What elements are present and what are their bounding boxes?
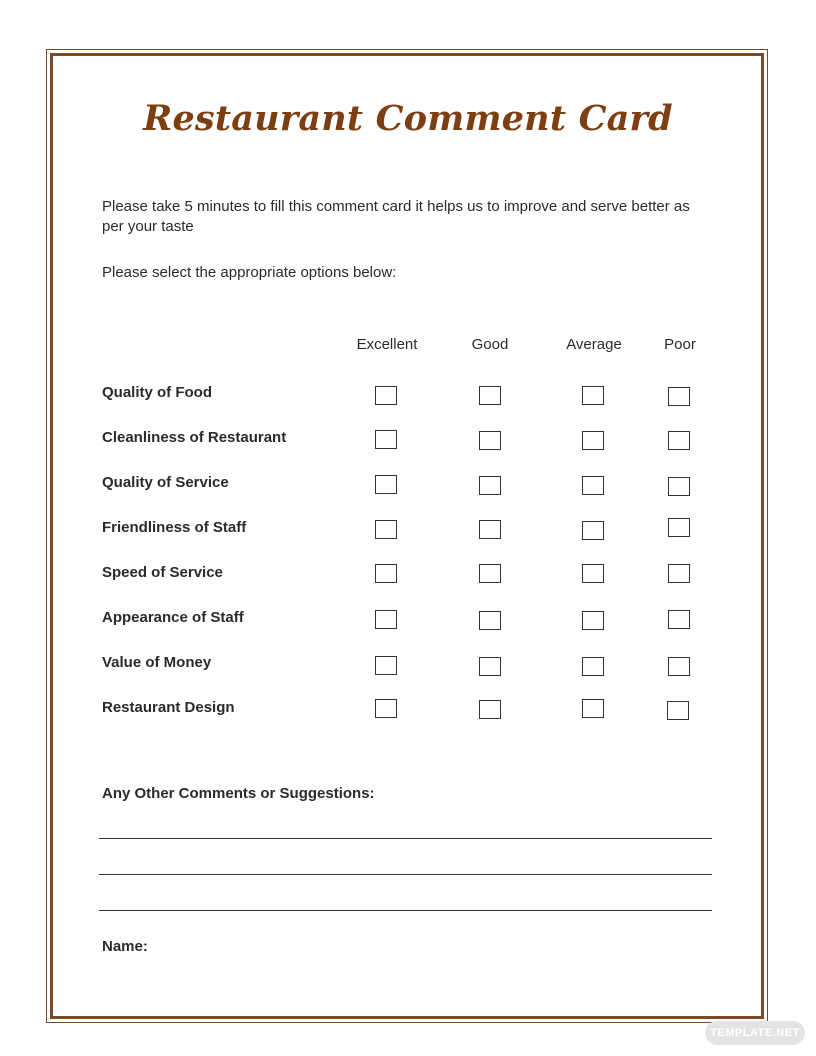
checkbox-friendliness-average[interactable]: [582, 521, 604, 540]
name-label: Name:: [102, 938, 148, 955]
comments-label: Any Other Comments or Suggestions:: [102, 785, 375, 802]
checkbox-cleanliness-excellent[interactable]: [375, 430, 397, 449]
checkbox-appearance-good[interactable]: [479, 611, 501, 630]
checkbox-quality-of-food-good[interactable]: [479, 386, 501, 405]
column-header-poor: Poor: [664, 336, 696, 353]
checkbox-quality-of-food-poor[interactable]: [668, 387, 690, 406]
checkbox-quality-of-food-average[interactable]: [582, 386, 604, 405]
column-header-excellent: Excellent: [356, 336, 418, 353]
row-label: Cleanliness of Restaurant: [102, 429, 287, 446]
row-label: Restaurant Design: [102, 699, 235, 716]
checkbox-design-excellent[interactable]: [375, 699, 397, 718]
checkbox-quality-of-food-excellent[interactable]: [375, 386, 397, 405]
comment-line-3[interactable]: [99, 910, 712, 911]
checkbox-quality-of-service-poor[interactable]: [668, 477, 690, 496]
row-label: Quality of Food: [102, 384, 212, 401]
row-label: Appearance of Staff: [102, 609, 244, 626]
checkbox-speed-poor[interactable]: [668, 564, 690, 583]
checkbox-design-good[interactable]: [479, 700, 501, 719]
checkbox-cleanliness-average[interactable]: [582, 431, 604, 450]
column-header-average: Average: [566, 336, 622, 353]
row-label: Quality of Service: [102, 474, 229, 491]
checkbox-value-poor[interactable]: [668, 657, 690, 676]
watermark-logo: TEMPLATE.NET: [705, 1021, 805, 1045]
checkbox-value-average[interactable]: [582, 657, 604, 676]
comment-line-1[interactable]: [99, 838, 712, 839]
row-label: Speed of Service: [102, 564, 223, 581]
checkbox-design-poor[interactable]: [667, 701, 689, 720]
checkbox-appearance-excellent[interactable]: [375, 610, 397, 629]
checkbox-cleanliness-good[interactable]: [479, 431, 501, 450]
checkbox-friendliness-excellent[interactable]: [375, 520, 397, 539]
checkbox-speed-average[interactable]: [582, 564, 604, 583]
instruction-text: Please select the appropriate options below:: [102, 264, 397, 281]
checkbox-cleanliness-poor[interactable]: [668, 431, 690, 450]
checkbox-appearance-average[interactable]: [582, 611, 604, 630]
checkbox-value-good[interactable]: [479, 657, 501, 676]
intro-text: Please take 5 minutes to fill this comment card it helps us to improve and serve better as per your taste: [102, 198, 690, 235]
checkbox-speed-good[interactable]: [479, 564, 501, 583]
checkbox-speed-excellent[interactable]: [375, 564, 397, 583]
card-title: Restaurant Comment Card: [143, 98, 673, 139]
checkbox-friendliness-poor[interactable]: [668, 518, 690, 537]
checkbox-quality-of-service-good[interactable]: [479, 476, 501, 495]
column-header-good: Good: [471, 336, 509, 353]
row-label: Friendliness of Staff: [102, 519, 247, 536]
checkbox-appearance-poor[interactable]: [668, 610, 690, 629]
checkbox-quality-of-service-excellent[interactable]: [375, 475, 397, 494]
comment-line-2[interactable]: [99, 874, 712, 875]
checkbox-design-average[interactable]: [582, 699, 604, 718]
checkbox-friendliness-good[interactable]: [479, 520, 501, 539]
checkbox-quality-of-service-average[interactable]: [582, 476, 604, 495]
row-label: Value of Money: [102, 654, 212, 671]
checkbox-value-excellent[interactable]: [375, 656, 397, 675]
